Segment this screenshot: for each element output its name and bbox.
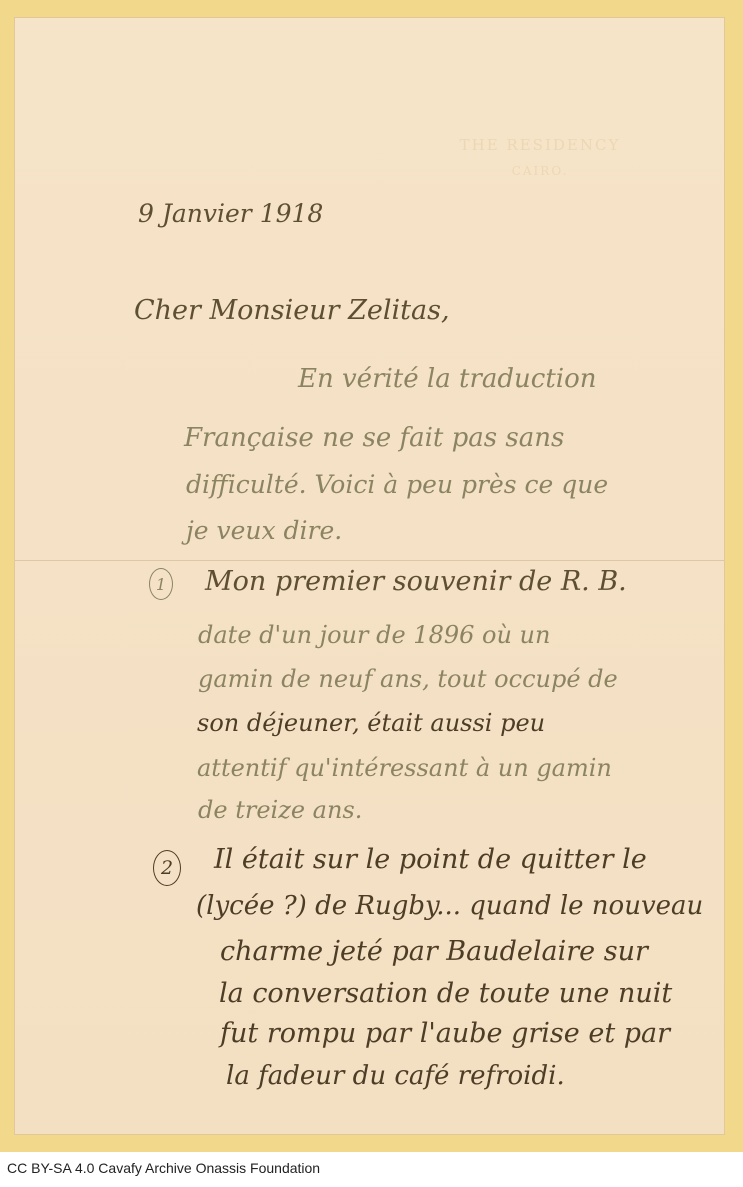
point-1-line-6: de treize ans. [198,796,363,824]
license-credit: CC BY-SA 4.0 Cavafy Archive Onassis Foundation [7,1160,321,1176]
point-1-number: 1 [149,568,173,600]
point-1-line-5: attentif qu'intéressant à un gamin [197,754,612,782]
point-2-line-6: la fadeur du café refroidi. [226,1061,565,1091]
letterhead-line-2: CAIRO. [511,164,569,178]
intro-line-2: Française ne se fait pas sans [184,423,565,453]
letter-date: 9 Janvier 1918 [138,199,324,228]
point-1-line-4: son déjeuner, était aussi peu [197,709,546,737]
point-2-number: 2 [153,850,181,886]
letterhead-line-1: THE RESIDENCY [459,136,621,154]
point-2-line-2: (lycée ?) de Rugby... quand le nouveau [196,891,704,921]
point-2-line-4: la conversation de toute une nuit [219,978,673,1009]
point-1-line-2: date d'un jour de 1896 où un [198,621,551,649]
point-2-line-3: charme jeté par Baudelaire sur [220,936,648,967]
point-1-line-1: Mon premier souvenir de R. B. [205,566,627,597]
point-2-line-1: Il était sur le point de quitter le [214,844,647,875]
point-1-line-3: gamin de neuf ans, tout occupé de [198,665,618,693]
intro-line-4: je veux dire. [186,516,343,545]
intro-line-1: En vérité la traduction [298,364,597,394]
point-2-line-5: fut rompu par l'aube grise et par [220,1018,671,1049]
letter-salutation: Cher Monsieur Zelitas, [134,295,450,326]
paper-fold-line [15,560,724,561]
intro-line-3: difficulté. Voici à peu près ce que [186,470,609,499]
letterhead-embossed [420,136,660,178]
